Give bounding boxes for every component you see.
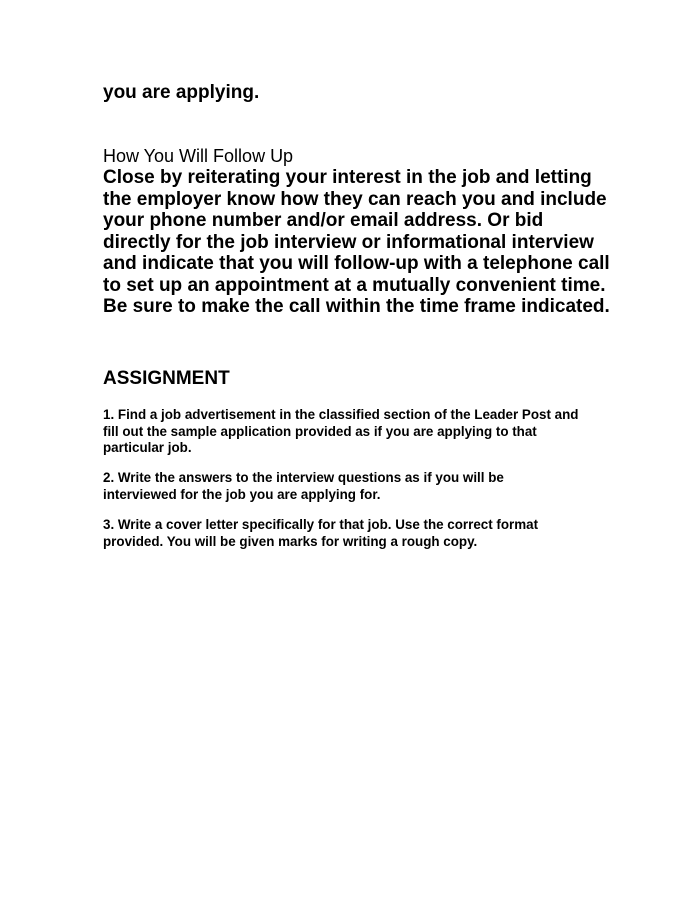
paragraph-line: Be sure to make the call within the time frame indicated. [103, 296, 610, 317]
task-line: 2. Write the answers to the interview questions as if you will be [103, 470, 504, 485]
follow-up-paragraph [103, 167, 610, 318]
task-line: fill out the sample application provided as if you are applying to that [103, 423, 537, 439]
paragraph-line: and indicate that you will follow-up with a telephone call [103, 253, 610, 274]
assignment-task-3 [103, 517, 538, 550]
assignment-heading: ASSIGNMENT [103, 368, 230, 389]
task-line: interviewed for the job you are applying for. [103, 486, 381, 502]
task-line: 3. Write a cover letter specifically for that job. Use the correct format [103, 517, 539, 532]
assignment-task-2 [103, 470, 504, 503]
assignment-task-1 [103, 407, 578, 457]
paragraph-line: to set up an appointment at a mutually convenient time. [103, 274, 606, 296]
follow-up-heading: How You Will Follow Up [103, 146, 294, 166]
task-line: 1. Find a job advertisement in the classified section of the Leader Post and [103, 407, 579, 422]
continuation-text: you are applying. [103, 82, 260, 103]
paragraph-line: Close by reiterating your interest in the job and letting [103, 167, 592, 188]
paragraph-line: your phone number and/or email address. Or bid [103, 210, 544, 231]
paragraph-line: directly for the job interview or informational interview [103, 231, 594, 253]
task-line: provided. You will be given marks for writing a rough copy. [103, 533, 478, 549]
task-line: particular job. [103, 440, 192, 455]
paragraph-line: the employer know how they can reach you and include [103, 188, 607, 210]
